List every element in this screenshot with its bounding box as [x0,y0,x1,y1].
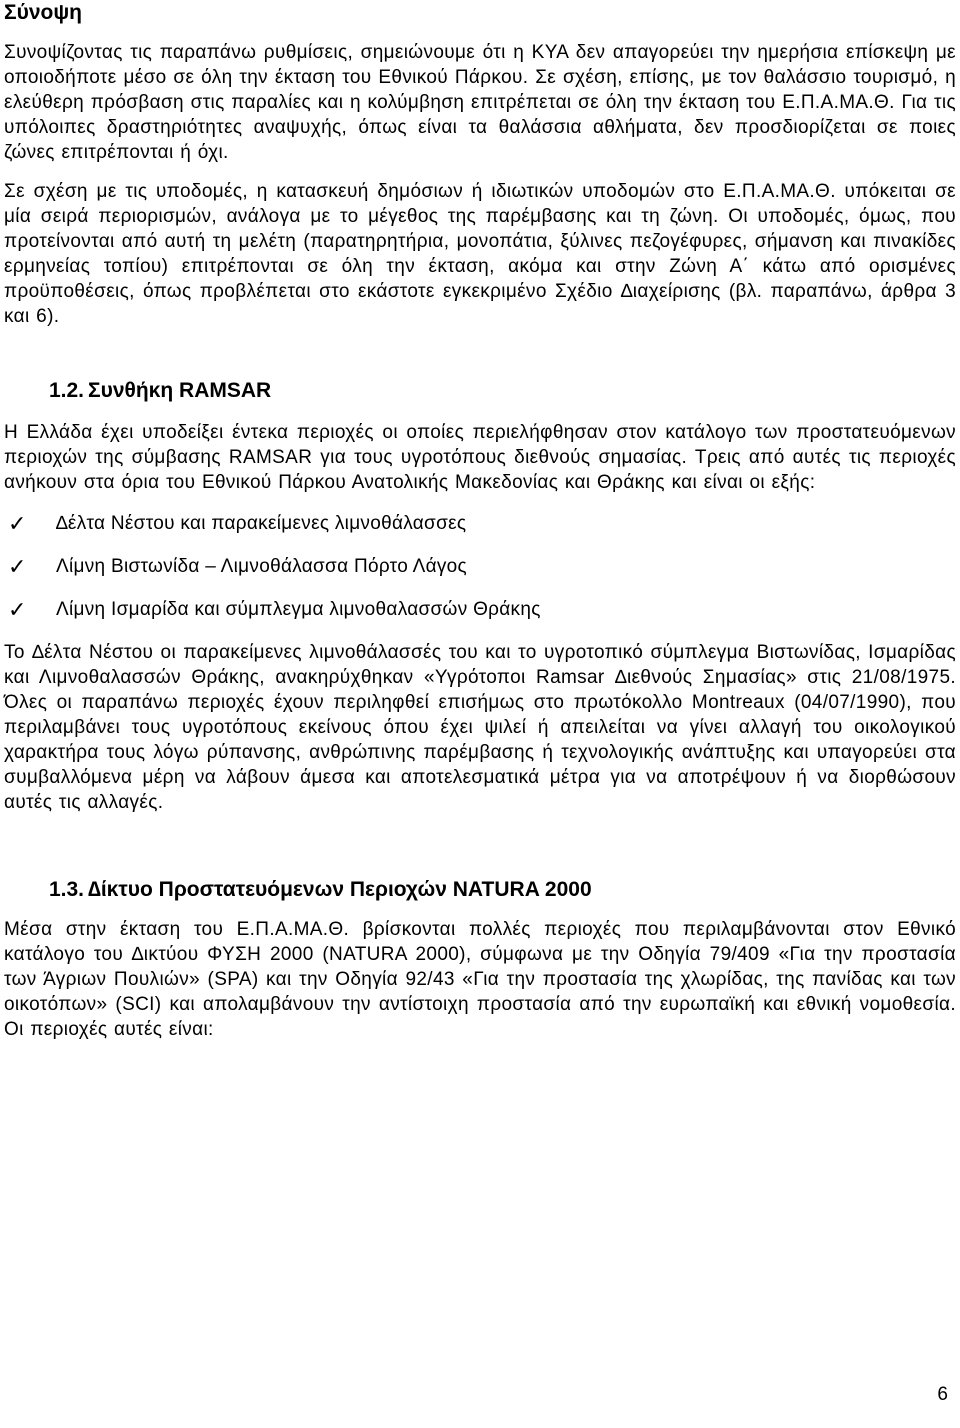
ramsar-section-number: 1.2. [48,379,84,402]
checkmark-icon: ✓ [8,597,27,622]
list-item-text: Λίμνη Ισμαρίδα και σύμπλεγμα λιμνοθαλασσών Θράκης [56,599,541,620]
list-item-text: ∆έλτα Νέστου και παρακείμενες λιμνοθάλασσες [56,513,467,534]
ramsar-closing-paragraph: Το ∆έλτα Νέστου οι παρακείμενες λιμνοθάλασσές του και το υγροτοπικό σύμπλεγμα Βιστωνίδας, Ισμαρίδας και Λιμνοθαλασσών Θράκης, ανακηρύχθηκαν «Υγρότοποι Ramsar ∆ιεθνούς Σημασίας» στις 21/08/1975. Όλες οι παραπάνω περιοχές έχουν περιληφθεί επισήμως στο πρωτόκολλο Montreaux (04/07/1990), που περιλαμβάνει τους υγροτόπους εκείνους όπου έχει ψιλεί ή απειλείται να γίνει αλλαγή του οικολογικού χαρακτήρα τους λόγω ρύπανσης, ανθρώπινης παρέμβασης ή τεχνολογικής ανάπτυξης και υπαγορεύει στα συμβαλλόμενα μέρη να λάβουν άμεσα και αποτελεσματικά μέτρα για να αποτρέψουν ή να διορθώσουν αυτές τις αλλαγές. [4,642,956,813]
summary-heading: Σύνοψη [4,1,82,24]
ramsar-heading [4,378,956,404]
page-number: 6 [937,1384,948,1405]
natura-section-title: ∆ίκτυο Προστατευόμενων Περιοχών NATURA 2000 [88,878,592,901]
document-page [4,0,956,1042]
checkmark-icon: ✓ [8,554,27,579]
ramsar-intro-paragraph: Η Ελλάδα έχει υποδείξει έντεκα περιοχές οι οποίες περιελήφθησαν στον κατάλογο των προστατευόμενων περιοχών της σύμβασης RAMSAR για τους υγροτόπους διεθνούς σημασίας. Τρεις από αυτές τις περιοχές ανήκουν στα όρια του Εθνικού Πάρκου Ανατολικής Μακεδονίας και Θράκης και είναι οι εξής: [4,422,956,493]
list-item [4,511,956,536]
list-item [4,597,956,622]
natura-paragraph: Μέσα στην έκταση του Ε.Π.Α.ΜΑ.Θ. βρίσκονται πολλές περιοχές που περιλαμβάνονται στον Εθνικό κατάλογο του ∆ικτύου ΦΥΣΗ 2000 (NATURA 2000), σύμφωνα με την Οδηγία 79/409 «Για την προστασία των Άγριων Πουλιών» (SPA) και την Οδηγία 92/43 «Για την προστασία της χλωρίδας, της πανίδας και των οικοτόπων» (SCI) και απολαμβάνουν την αντίστοιχη προστασία από την ευρωπαϊκή και εθνική νομοθεσία. Οι περιοχές αυτές είναι: [4,919,956,1040]
natura-heading [4,877,956,903]
checkmark-icon: ✓ [8,511,27,536]
list-item-text: Λίμνη Βιστωνίδα – Λιμνοθάλασσα Πόρτο Λάγος [56,556,468,577]
summary-paragraph-1: Συνοψίζοντας τις παραπάνω ρυθμίσεις, σημειώνουμε ότι η ΚΥΑ δεν απαγορεύει την ημερήσια επίσκεψη με οποιοδήποτε μέσο σε όλη την έκταση του Εθνικού Πάρκου. Σε σχέση, επίσης, με τον θαλάσσιο τουρισμό, η ελεύθερη πρόσβαση στις παραλίες και η κολύμβηση επιτρέπεται σε όλη την έκταση του Ε.Π.Α.ΜΑ.Θ. Για τις υπόλοιπες δραστηριότητες αναψυχής, όπως είναι τα θαλάσσια αθλήματα, δεν προσδιορίζεται σε ποιες ζώνες επιτρέπονται ή όχι. [4,42,956,163]
ramsar-site-list [4,511,956,622]
summary-paragraph-2: Σε σχέση με τις υποδομές, η κατασκευή δημόσιων ή ιδιωτικών υποδομών στο Ε.Π.Α.ΜΑ.Θ. υπόκειται σε μία σειρά περιορισμών, ανάλογα με το μέγεθος της παρέμβασης και τη ζώνη. Οι υποδομές, όμως, που προτείνονται από αυτή τη μελέτη (παρατηρητήρια, μονοπάτια, ξύλινες πεζογέφυρες, σήμανση και πινακίδες ερμηνείας τοπίου) επιτρέπονται σε όλη την έκταση, ακόμα και στην Ζώνη Α΄ κάτω από ορισμένες προϋποθέσεις, όπως προβλέπεται στο εκάστοτε εγκεκριμένο Σχέδιο ∆ιαχείρισης (βλ. παραπάνω, άρθρα 3 και 6). [4,181,956,327]
list-item [4,554,956,579]
natura-section-number: 1.3. [48,878,84,901]
ramsar-section-title: Συνθήκη RAMSAR [88,379,272,402]
